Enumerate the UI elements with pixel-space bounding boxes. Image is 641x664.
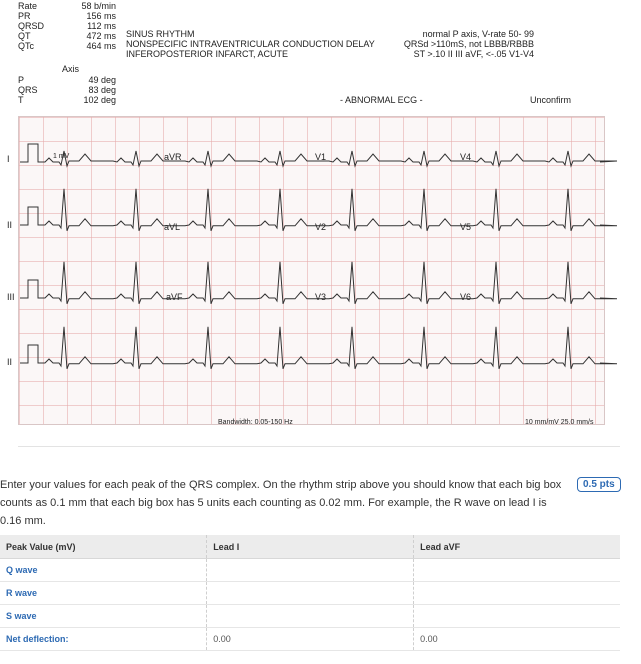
measure-label: PR bbox=[18, 11, 31, 21]
lead-label-avl: aVL bbox=[164, 222, 181, 232]
interp-left-2: INFEROPOSTERIOR INFARCT, ACUTE bbox=[126, 49, 289, 59]
row-label-net-deflection: Net deflection: bbox=[0, 628, 207, 651]
measure-label: Rate bbox=[18, 1, 38, 11]
lead-label-v2: V2 bbox=[315, 222, 327, 232]
measure-value: 464 ms bbox=[86, 41, 116, 51]
unconfirmed-label: Unconfirm bbox=[530, 95, 572, 105]
axis-value: 49 deg bbox=[88, 75, 116, 85]
row-label-q-wave: Q wave bbox=[0, 559, 207, 582]
q-wave-lead-avf-input[interactable] bbox=[414, 559, 620, 582]
table-header-row bbox=[0, 535, 620, 559]
interp-left-0: SINUS RHYTHM bbox=[126, 29, 195, 39]
table-row bbox=[0, 582, 620, 605]
interp-right-0: normal P axis, V-rate 50- 99 bbox=[422, 29, 534, 39]
measure-label: QTc bbox=[18, 41, 35, 51]
lead-label-v3: V3 bbox=[315, 292, 327, 302]
row-label-r-wave: R wave bbox=[0, 582, 207, 605]
speed-label: 10 mm/mV 25.0 mm/s bbox=[525, 419, 594, 426]
net-deflection-lead-avf: 0.00 bbox=[414, 628, 620, 651]
header-lead-avf: Lead aVF bbox=[414, 535, 620, 559]
lead-label-v4: V4 bbox=[460, 152, 472, 162]
lead-label-ii-rhythm: II bbox=[7, 357, 13, 367]
s-wave-lead-i-input[interactable] bbox=[207, 605, 414, 628]
axis-value: 102 deg bbox=[83, 95, 116, 105]
measure-value: 58 b/min bbox=[81, 1, 116, 11]
measure-value: 156 ms bbox=[86, 11, 116, 21]
measure-value: 472 ms bbox=[86, 31, 116, 41]
header-lead-i: Lead I bbox=[207, 535, 414, 559]
lead-label-iii: III bbox=[7, 292, 15, 302]
measure-value: 112 ms bbox=[87, 21, 116, 31]
trace-row-4 bbox=[20, 327, 617, 369]
axis-value: 83 deg bbox=[88, 85, 116, 95]
lead-label-v1: V1 bbox=[315, 152, 327, 162]
calibration-label: 1 mV bbox=[53, 153, 70, 160]
lead-label-avr: aVR bbox=[164, 152, 182, 162]
interp-right-1: QRSd >110mS, not LBBB/RBBB bbox=[403, 39, 534, 49]
lead-label-avf: aVF bbox=[166, 292, 183, 302]
header-peak-value: Peak Value (mV) bbox=[0, 535, 207, 559]
r-wave-lead-i-input[interactable] bbox=[207, 582, 414, 605]
lead-label-v5: V5 bbox=[460, 222, 472, 232]
measure-label: QRSD bbox=[18, 21, 45, 31]
answer-table bbox=[0, 535, 620, 651]
lead-label-v6: V6 bbox=[460, 292, 472, 302]
axis-title: Axis bbox=[62, 64, 80, 74]
table-row bbox=[0, 559, 620, 582]
row-label-s-wave: S wave bbox=[0, 605, 207, 628]
measure-label: QT bbox=[18, 31, 31, 41]
q-wave-lead-i-input[interactable] bbox=[207, 559, 414, 582]
axis-label: P bbox=[18, 75, 25, 85]
interp-right-2: ST >.10 II III aVF, <-.05 V1-V4 bbox=[413, 49, 534, 59]
lead-label-ii: II bbox=[7, 220, 13, 230]
abnormal-ecg-label: - ABNORMAL ECG - bbox=[340, 95, 423, 105]
points-badge: 0.5 pts bbox=[577, 477, 621, 492]
axis-label: T bbox=[18, 95, 24, 105]
table-row bbox=[0, 605, 620, 628]
bandwidth-label: Bandwidth: 0.05-150 Hz bbox=[218, 419, 293, 426]
section-divider bbox=[18, 446, 620, 447]
lead-label-i: I bbox=[7, 154, 10, 164]
axis-label: QRS bbox=[18, 85, 38, 95]
s-wave-lead-avf-input[interactable] bbox=[414, 605, 620, 628]
table-row bbox=[0, 628, 620, 651]
r-wave-lead-avf-input[interactable] bbox=[414, 582, 620, 605]
question-text: Enter your values for each peak of the QRS complex. On the rhythm strip above you should know that each big box counts as 0.1 mm that each big box has 5 units each counting as 0.02 mm. For example, the R wave on lead I is 0.16 mm. bbox=[0, 479, 562, 527]
net-deflection-lead-i: 0.00 bbox=[207, 628, 414, 651]
interp-left-1: NONSPECIFIC INTRAVENTRICULAR CONDUCTION DELAY bbox=[126, 39, 375, 49]
